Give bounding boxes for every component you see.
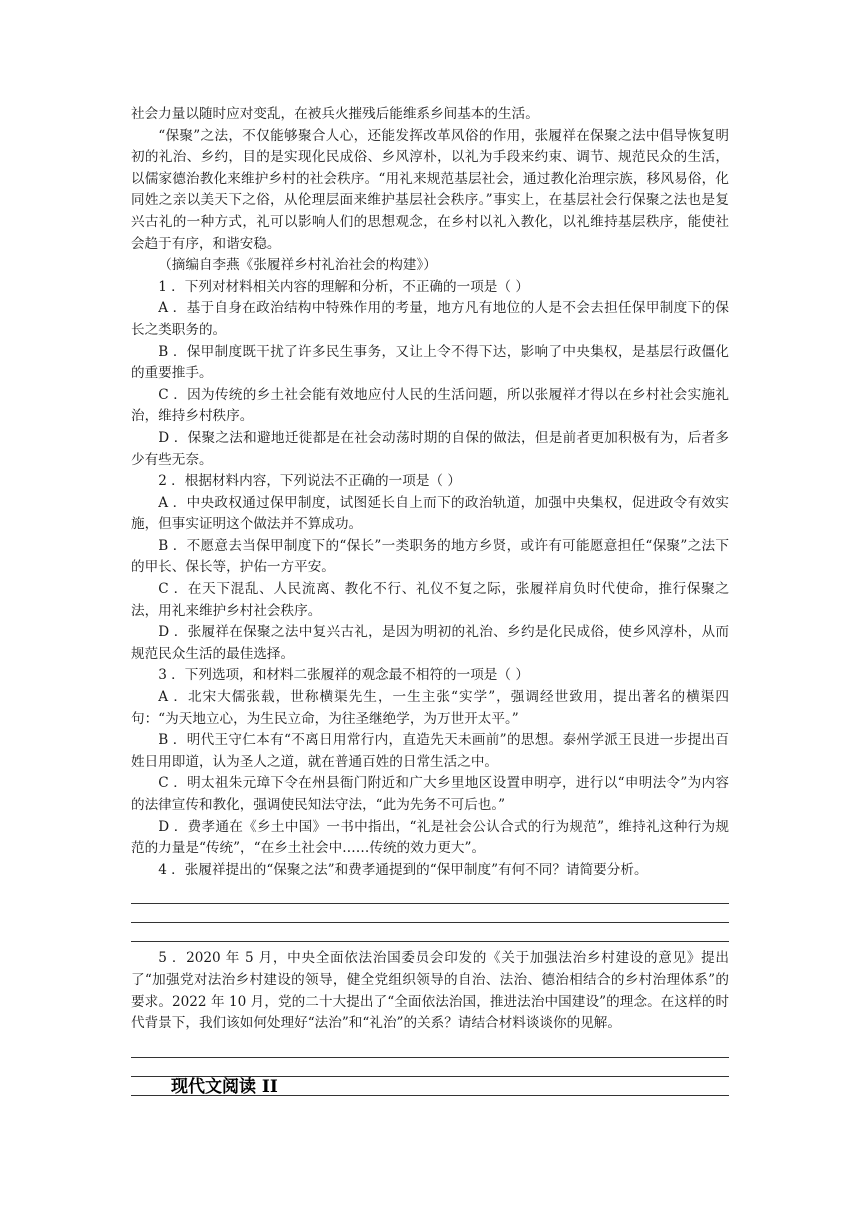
section-heading: 现代文阅读 II — [171, 1077, 278, 1097]
question-2-option-d: D ．张履祥在保聚之法中复兴古礼，是因为明初的礼治、乡约是化民成俗，使乡风淳朴，从而规范民众生活的最佳选择。 — [131, 624, 729, 662]
paragraph-continuation: 社会力量以随时应对变乱，在被兵火摧残后能维系乡间基本的生活。 — [131, 106, 539, 122]
question-4-answer-area[interactable] — [131, 885, 729, 942]
question-2-option-c: C ．在天下混乱、人民流离、教化不行、礼仪不复之际，张履祥肩负时代使命，推行保聚之法，用礼来维护乡村社会秩序。 — [131, 581, 729, 619]
question-3-option-d: D ．费孝通在《乡土中国》一书中指出，“礼是社会公认合式的行为规范”，维持礼这种行为规范的力量是“传统”，“在乡土社会中……传统的效力更大”。 — [131, 818, 729, 857]
question-4-stem: 4 ．张履祥提出的“保聚之法”和费孝通提到的“保甲制度”有何不同？请简要分析。 — [158, 861, 648, 878]
paragraph-baoju: “保聚”之法，不仅能够聚合人心，还能发挥改革风俗的作用，张履祥在保聚之法中倡导恢复明初的礼治、乡约，目的是实现化民成俗、乡风淳朴，以礼为手段来约束、调节、规范民众的生活，以儒家德治教化来维护乡村的社会秩序。“用礼来规范基层社会，通过教化治理宗族，移风易俗，化同姓之亲以美天下之俗，从伦理层面来维护基层社会秩序。”事实上，在基层社会行保聚之法也是复兴古礼的一种方式，礼可以影响人们的思想观念，在乡村以礼入教化，以礼维持基层秩序，能使社会趋于有序，和谐安稳。 — [131, 127, 729, 252]
question-1-option-a: A ．基于自身在政治结构中特殊作用的考量，地方凡有地位的人是不会去担任保甲制度下的保长之类职务的。 — [131, 300, 729, 338]
source-citation: （摘编自李燕《张履祥乡村礼治社会的构建》） — [158, 257, 437, 274]
question-3-option-b: B ．明代王守仁本有“不离日用常行内，直造先天未画前”的思想。泰州学派王艮进一步提出百姓日用即道，认为圣人之道，就在普通百姓的日常生活之中。 — [131, 732, 729, 770]
answer-line — [131, 923, 729, 942]
question-2-stem: 2 ．根据材料内容，下列说法不正确的一项是（ ） — [158, 473, 461, 490]
answer-line — [131, 1039, 729, 1058]
question-2-option-a: A ．中央政权通过保甲制度，试图延长自上而下的政治轨道，加强中央集权，促进政令有效实施，但事实证明这个做法并不算成功。 — [131, 494, 729, 533]
question-1-option-c: C ．因为传统的乡土社会能有效地应付人民的生活问题，所以张履祥才得以在乡村社会实施礼治，维持乡村秩序。 — [131, 386, 729, 425]
question-5-stem: 5 ．2020 年 5 月，中央全面依法治国委员会印发的《关于加强法治乡村建设的意见》提出了“加强党对法治乡村建设的领导，健全党组织领导的自治、法治、德治相结合的乡村治理体系”的要求。2022 年 10 月，党的二十大提出了“全面依法治国，推进法治中国建设”的理念。在这样的时代背景下，我们该如何处理好“法治”和“礼治”的关系？请结合材料谈谈你的见解。 — [131, 950, 729, 1032]
question-3-option-c: C ．明太祖朱元璋下令在州县衙门附近和广大乡里地区设置申明亭，进行以“申明法令”为内容的法律宣传和教化，强调使民知法守法，“此为先务不可后也。” — [131, 775, 729, 813]
answer-line — [131, 885, 729, 904]
answer-line — [131, 904, 729, 923]
question-3-option-a: A ．北宋大儒张载，世称横渠先生，一生主张“实学”，强调经世致用，提出著名的横渠四句：“为天地立心，为生民立命，为往圣继绝学，为万世开太平。” — [131, 689, 729, 727]
document-body — [131, 104, 729, 1102]
question-1-option-d: D ．保聚之法和避地迁徙都是在社会动荡时期的自保的做法，但是前者更加积极有为，后者多少有些无奈。 — [131, 429, 729, 468]
question-1-option-b: B ．保甲制度既干扰了许多民生事务，又让上令不得下达，影响了中央集权，是基层行政僵化的重要推手。 — [131, 343, 729, 382]
question-1-stem: 1 ．下列对材料相关内容的理解和分析，不正确的一项是（ ） — [158, 278, 529, 295]
question-3-stem: 3 ．下列选项，和材料二张履祥的观念最不相符的一项是（ ） — [158, 667, 529, 684]
question-2-option-b: B ．不愿意去当保甲制度下的“保长”一类职务的地方乡贤，或许有可能愿意担任“保聚”之法下的甲长、保长等，护佑一方平安。 — [131, 537, 729, 576]
